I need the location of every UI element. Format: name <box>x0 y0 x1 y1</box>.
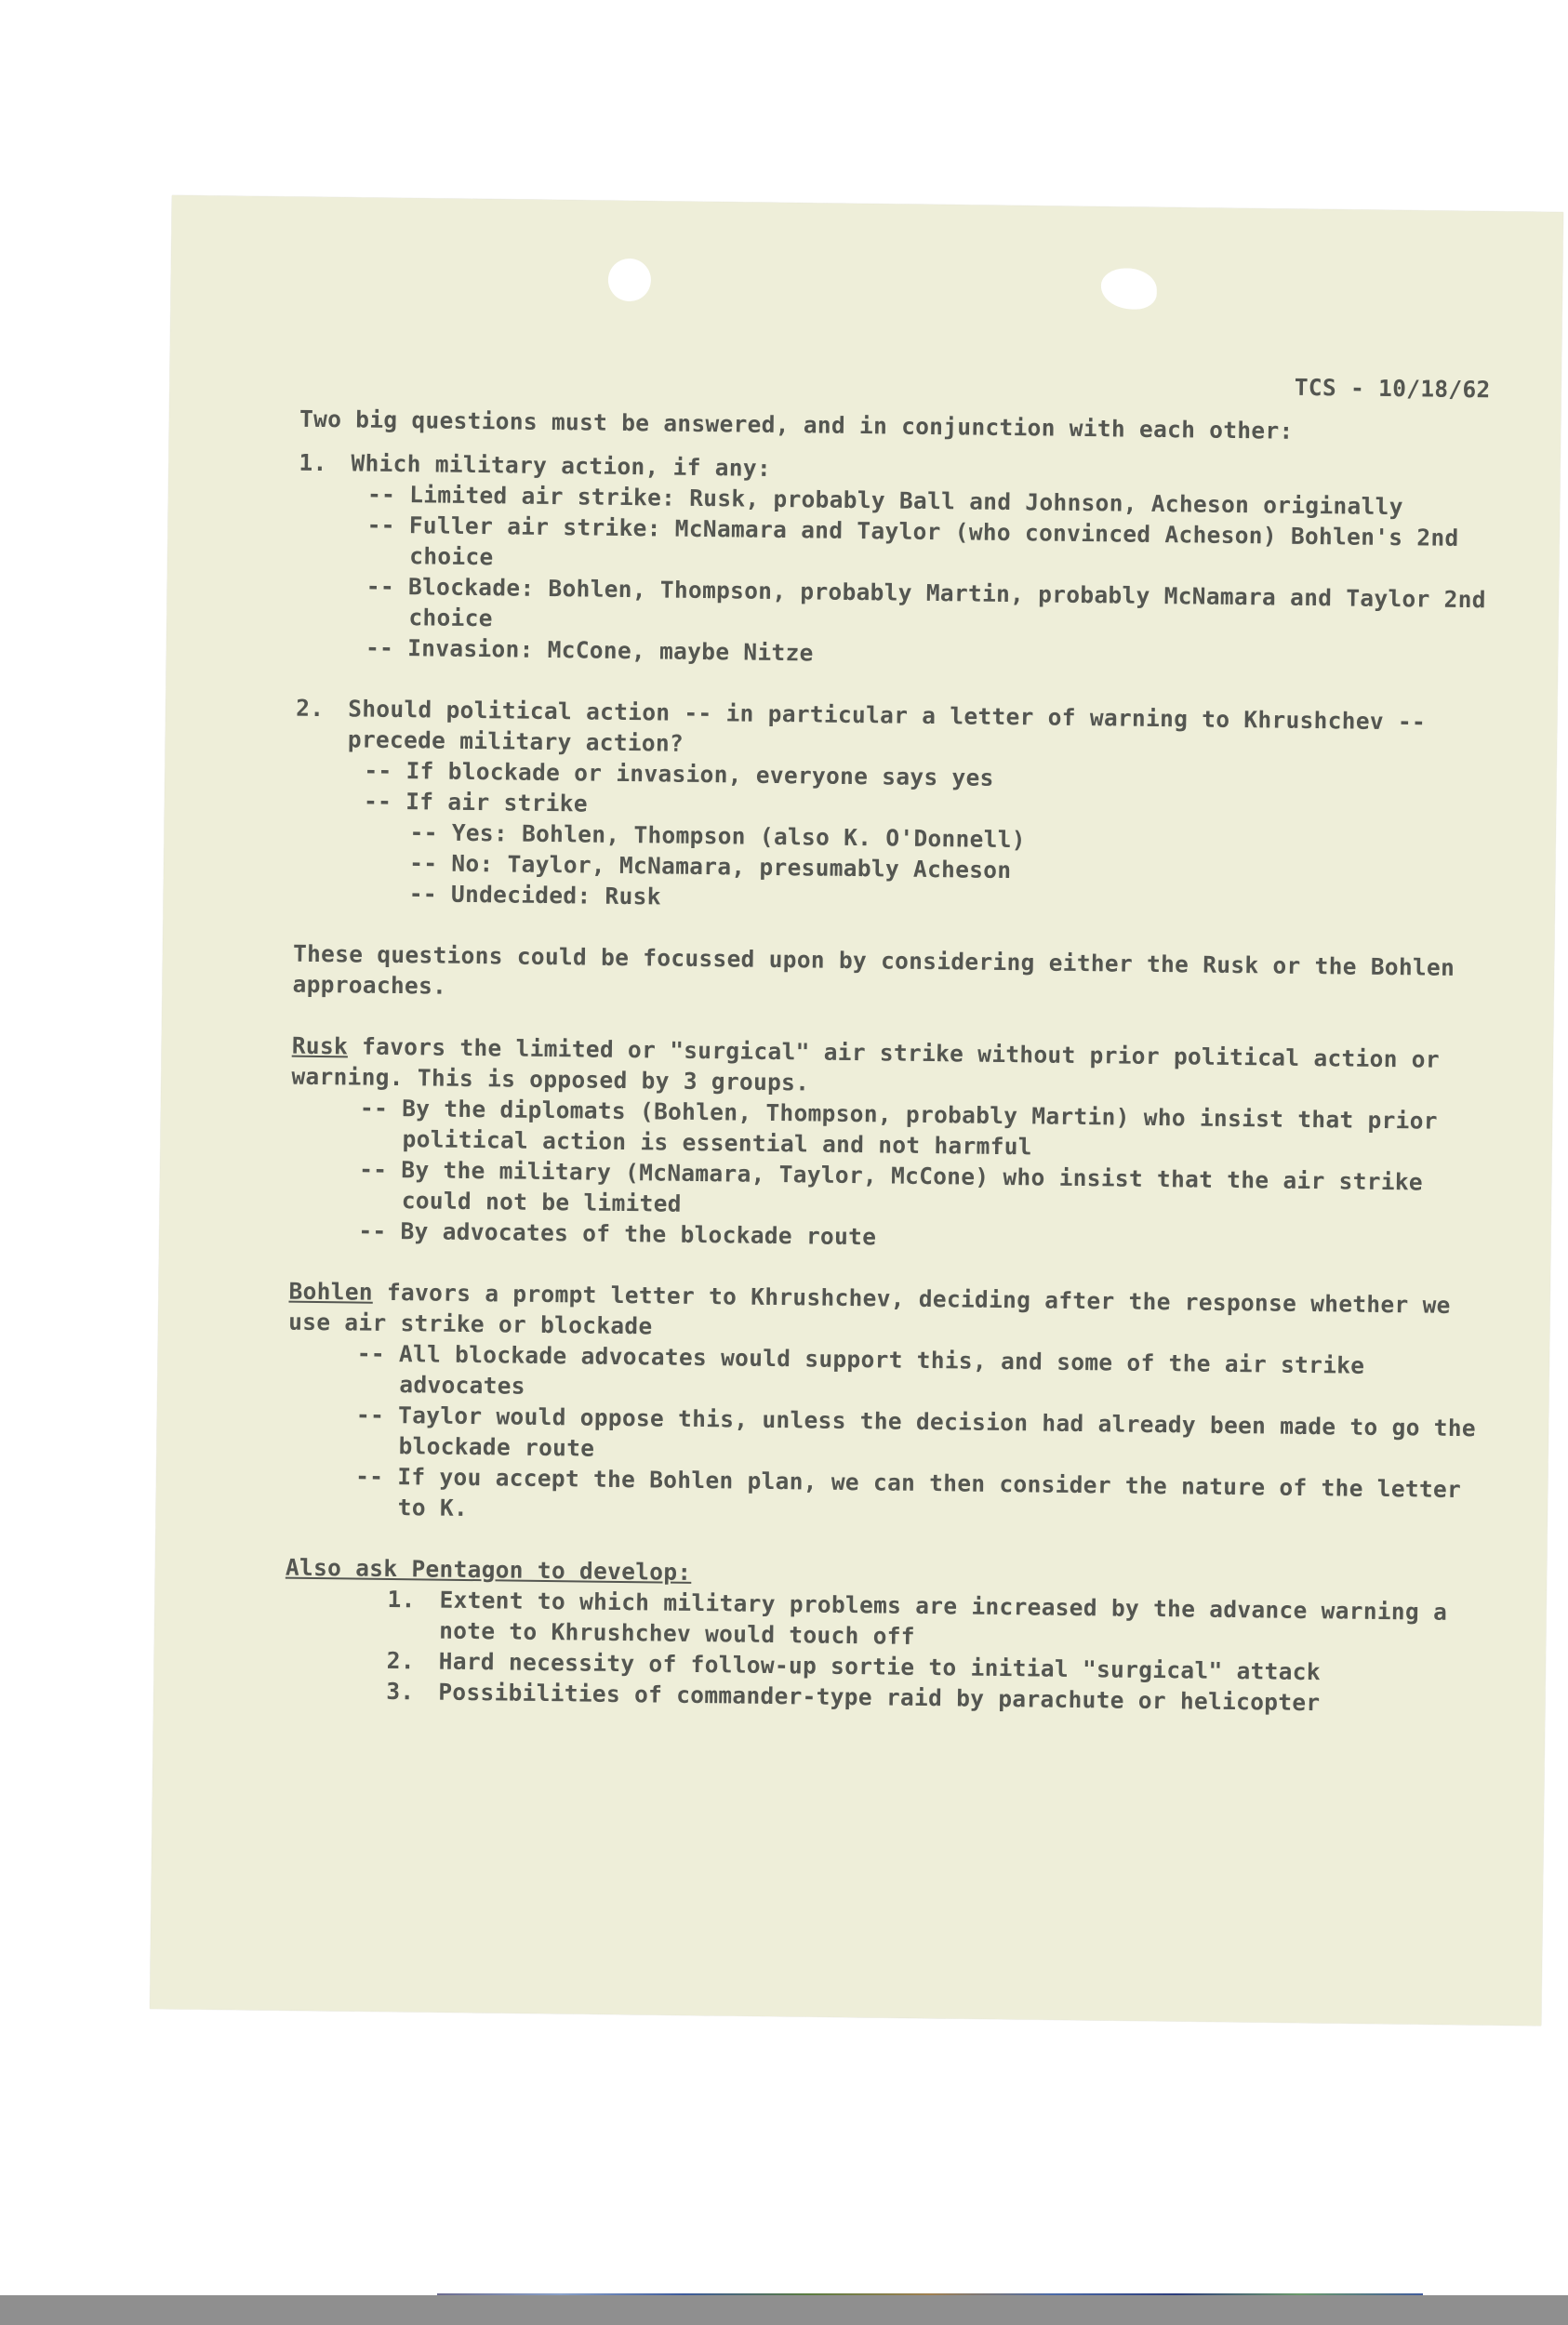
rusk-text: favors the limited or "surgical" air strike without prior political action or warning. This is opposed by 3 groups. <box>291 1032 1441 1096</box>
pentagon-item-number: 3. <box>386 1677 415 1706</box>
bohlen-item: -- If you accept the Bohlen plan, we can then consider the nature of the letter to K. <box>355 1462 1462 1521</box>
pentagon-list <box>284 1583 1495 1720</box>
pentagon-item-text: Hard necessity of follow-up sortie to initial "surgical" attack <box>438 1647 1322 1686</box>
bohlen-item: -- All blockade advocates would support this, and some of the air strike advocates <box>356 1339 1365 1400</box>
paper-sheet <box>150 195 1563 2026</box>
pentagon-heading: Also ask Pentagon to develop: <box>285 1553 692 1586</box>
focus-paragraph: These questions could be focussed upon by considering either the Rusk or the Bohlen approaches. <box>292 939 1455 1000</box>
document-reference: TCS - 10/18/62 <box>1294 373 1491 404</box>
rusk-item: -- By advocates of the blockade route <box>358 1216 877 1251</box>
memo-body <box>284 360 1509 1720</box>
bohlen-name: Bohlen <box>288 1277 374 1306</box>
scan-footer-stripe <box>0 2295 1568 2325</box>
torn-punch-hole <box>1101 268 1158 310</box>
q1-item: -- Fuller air strike: McNamara and Taylor (who convinced Acheson) Bohlen's 2nd choice <box>366 511 1459 571</box>
pentagon-item-number: 2. <box>386 1646 416 1675</box>
bohlen-text: favors a prompt letter to Khrushchev, deciding after the response whether we use air strike or blockade <box>288 1278 1451 1340</box>
question-2-number: 2. <box>296 694 325 723</box>
q1-item: -- Invasion: McCone, maybe Nitze <box>365 633 814 667</box>
bohlen-item: -- Taylor would oppose this, unless the decision had already been made to go the blockade route <box>355 1401 1477 1462</box>
punch-hole <box>608 259 652 302</box>
rusk-name: Rusk <box>291 1031 349 1060</box>
pentagon-item-number: 1. <box>387 1585 416 1614</box>
q1-item: -- Blockade: Bohlen, Thompson, probably Martin, probably McNamara and Taylor 2nd choice <box>365 572 1487 632</box>
question-1-number: 1. <box>299 448 327 477</box>
question-1-title: Which military action, if any: <box>351 449 772 482</box>
pentagon-item-text: Extent to which military problems are increased by the advance warning a note to Khrushchev would touch off <box>438 1586 1448 1650</box>
q2-subitem: -- No: Taylor, McNamara, presumably Acheson <box>409 849 1012 884</box>
intro-line: Two big questions must be answered, and in conjunction with each other: <box>299 405 1294 445</box>
q2-item: -- If blockade or invasion, everyone says yes <box>364 756 994 791</box>
rusk-item: -- By the diplomats (Bohlen, Thompson, probably Martin) who insist that prior political action is essential and not harmful <box>359 1094 1438 1161</box>
pentagon-item-text: Possibilities of commander-type raid by parachute or helicopter <box>438 1678 1321 1717</box>
rusk-item: -- By the military (McNamara, Taylor, McCone) who insist that the air strike could not be limited <box>359 1155 1424 1217</box>
q2-subitem: -- Undecided: Rusk <box>408 880 661 910</box>
q2-subitem: -- Yes: Bohlen, Thompson (also K. O'Donnell) <box>409 818 1027 854</box>
q2-item: -- If air strike <box>363 787 589 817</box>
question-2-title: Should political action -- in particular a letter of warning to Khrushchev -- precede military action? <box>347 695 1427 757</box>
q1-item: -- Limited air strike: Rusk, probably Ball and Johnson, Acheson originally <box>366 480 1403 521</box>
